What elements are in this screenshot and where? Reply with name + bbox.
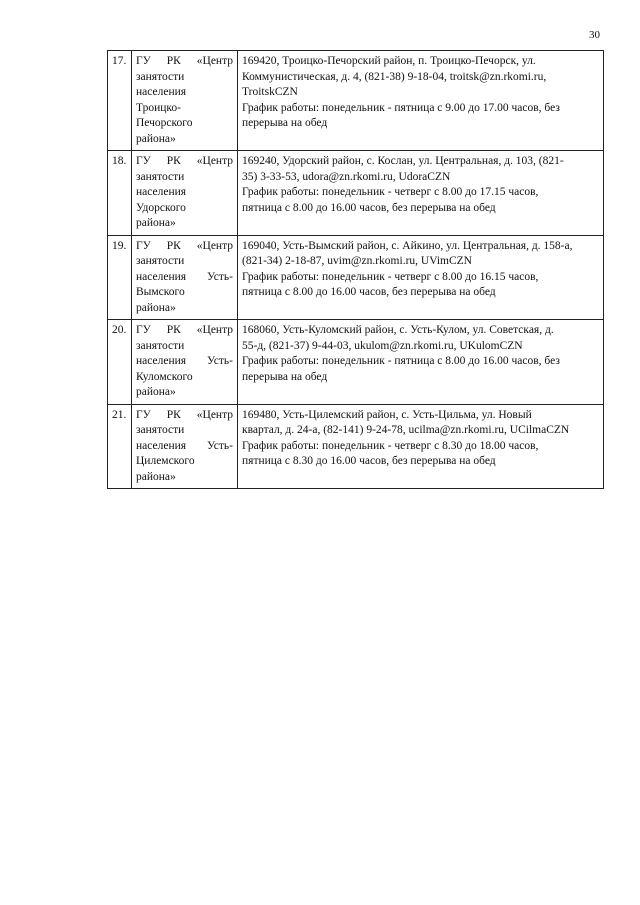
table-row: [108, 320, 604, 405]
schedule-line: График работы: понедельник - четверг с 8.30 до 18.00 часов,: [242, 439, 539, 452]
center-name-line: населения: [136, 86, 187, 98]
contact-info-cell: [238, 51, 604, 151]
center-name-line: занятости: [136, 255, 185, 267]
center-name-line: населения: [136, 186, 187, 198]
row-number: 18.: [108, 151, 132, 236]
table-row: [108, 404, 604, 489]
table-row: [108, 51, 604, 151]
table-row: [108, 151, 604, 236]
row-number: 17.: [108, 51, 132, 151]
center-name-line: населения Усть-: [136, 439, 233, 452]
center-name-line: занятости: [136, 339, 185, 352]
center-name-line: района»: [136, 386, 176, 398]
address-line: (821-34) 2-18-87, uvim@zn.rkomi.ru, UVimCZN: [242, 255, 472, 267]
center-name-line: населения Усть-: [136, 355, 233, 367]
center-name-cell: [132, 151, 238, 236]
row-number: 21.: [108, 404, 132, 489]
center-name-line: Вымского: [136, 286, 185, 298]
address-line: 55-д, (821-37) 9-44-03, ukulom@zn.rkomi.ru, UKulomCZN: [242, 339, 523, 352]
center-name-line: района»: [136, 217, 176, 229]
address-line: 169420, Троицко-Печорский район, п. Троицко-Печорск, ул.: [242, 55, 536, 67]
schedule-line: перерыва на обед: [242, 117, 328, 129]
center-name-line: Троицко-: [136, 101, 181, 114]
center-name-line: ГУ РК «Центр: [136, 155, 233, 167]
center-name-line: Куломского: [136, 370, 193, 383]
schedule-line: График работы: понедельник - пятница с 9.00 до 17.00 часов, без: [242, 101, 560, 114]
center-name-line: занятости: [136, 424, 185, 436]
center-name-line: Печорского: [136, 117, 193, 129]
employment-centers-table: [107, 50, 604, 489]
contact-info-cell: [238, 404, 604, 489]
table-row: [108, 235, 604, 320]
address-line: 35) 3-33-53, udora@zn.rkomi.ru, UdoraCZN: [242, 170, 451, 183]
center-name-line: населения Усть-: [136, 270, 233, 283]
page-number: 30: [589, 29, 600, 41]
center-name-cell: [132, 404, 238, 489]
schedule-line: График работы: понедельник - четверг с 8.00 до 16.15 часов,: [242, 270, 539, 283]
address-line: квартал, д. 24-а, (82-141) 9-24-78, ucilma@zn.rkomi.ru, UCilmaCZN: [242, 424, 570, 436]
center-name-line: района»: [136, 470, 176, 483]
center-name-line: района»: [136, 301, 176, 314]
center-name-cell: [132, 51, 238, 151]
address-line: 169480, Усть-Цилемский район, с. Усть-Цильма, ул. Новый: [242, 408, 532, 421]
row-number: 19.: [108, 235, 132, 320]
center-name-cell: [132, 235, 238, 320]
center-name-line: Цилемского: [136, 455, 195, 467]
schedule-line: пятница с 8.00 до 16.00 часов, без перерыва на обед: [242, 286, 496, 298]
center-name-line: занятости: [136, 170, 185, 183]
schedule-line: График работы: понедельник - пятница с 8.00 до 16.00 часов, без: [242, 355, 560, 367]
schedule-line: пятница с 8.00 до 16.00 часов, без перерыва на обед: [242, 201, 496, 214]
address-line: 168060, Усть-Куломский район, с. Усть-Кулом, ул. Советская, д.: [242, 324, 554, 336]
address-line: 169040, Усть-Вымский район, с. Айкино, ул. Центральная, д. 158-а,: [242, 239, 573, 252]
row-number: 20.: [108, 320, 132, 405]
center-name-cell: [132, 320, 238, 405]
center-name-line: района»: [136, 132, 176, 145]
contact-info-cell: [238, 320, 604, 405]
contact-info-cell: [238, 151, 604, 236]
address-line: 169240, Удорский район, с. Кослан, ул. Центральная, д. 103, (821-: [242, 155, 564, 167]
address-line: Коммунистическая, д. 4, (821-38) 9-18-04, troitsk@zn.rkomi.ru,: [242, 70, 547, 83]
schedule-line: перерыва на обед: [242, 370, 328, 383]
center-name-line: Удорского: [136, 201, 186, 214]
contact-info-cell: [238, 235, 604, 320]
center-name-line: занятости: [136, 70, 185, 83]
center-name-line: ГУ РК «Центр: [136, 408, 233, 421]
center-name-line: ГУ РК «Центр: [136, 324, 233, 336]
schedule-line: пятница с 8.30 до 16.00 часов, без перерыва на обед: [242, 455, 496, 467]
address-line: TroitskCZN: [242, 86, 298, 98]
center-name-line: ГУ РК «Центр: [136, 55, 233, 67]
center-name-line: ГУ РК «Центр: [136, 239, 233, 252]
schedule-line: График работы: понедельник - четверг с 8.00 до 17.15 часов,: [242, 186, 539, 198]
